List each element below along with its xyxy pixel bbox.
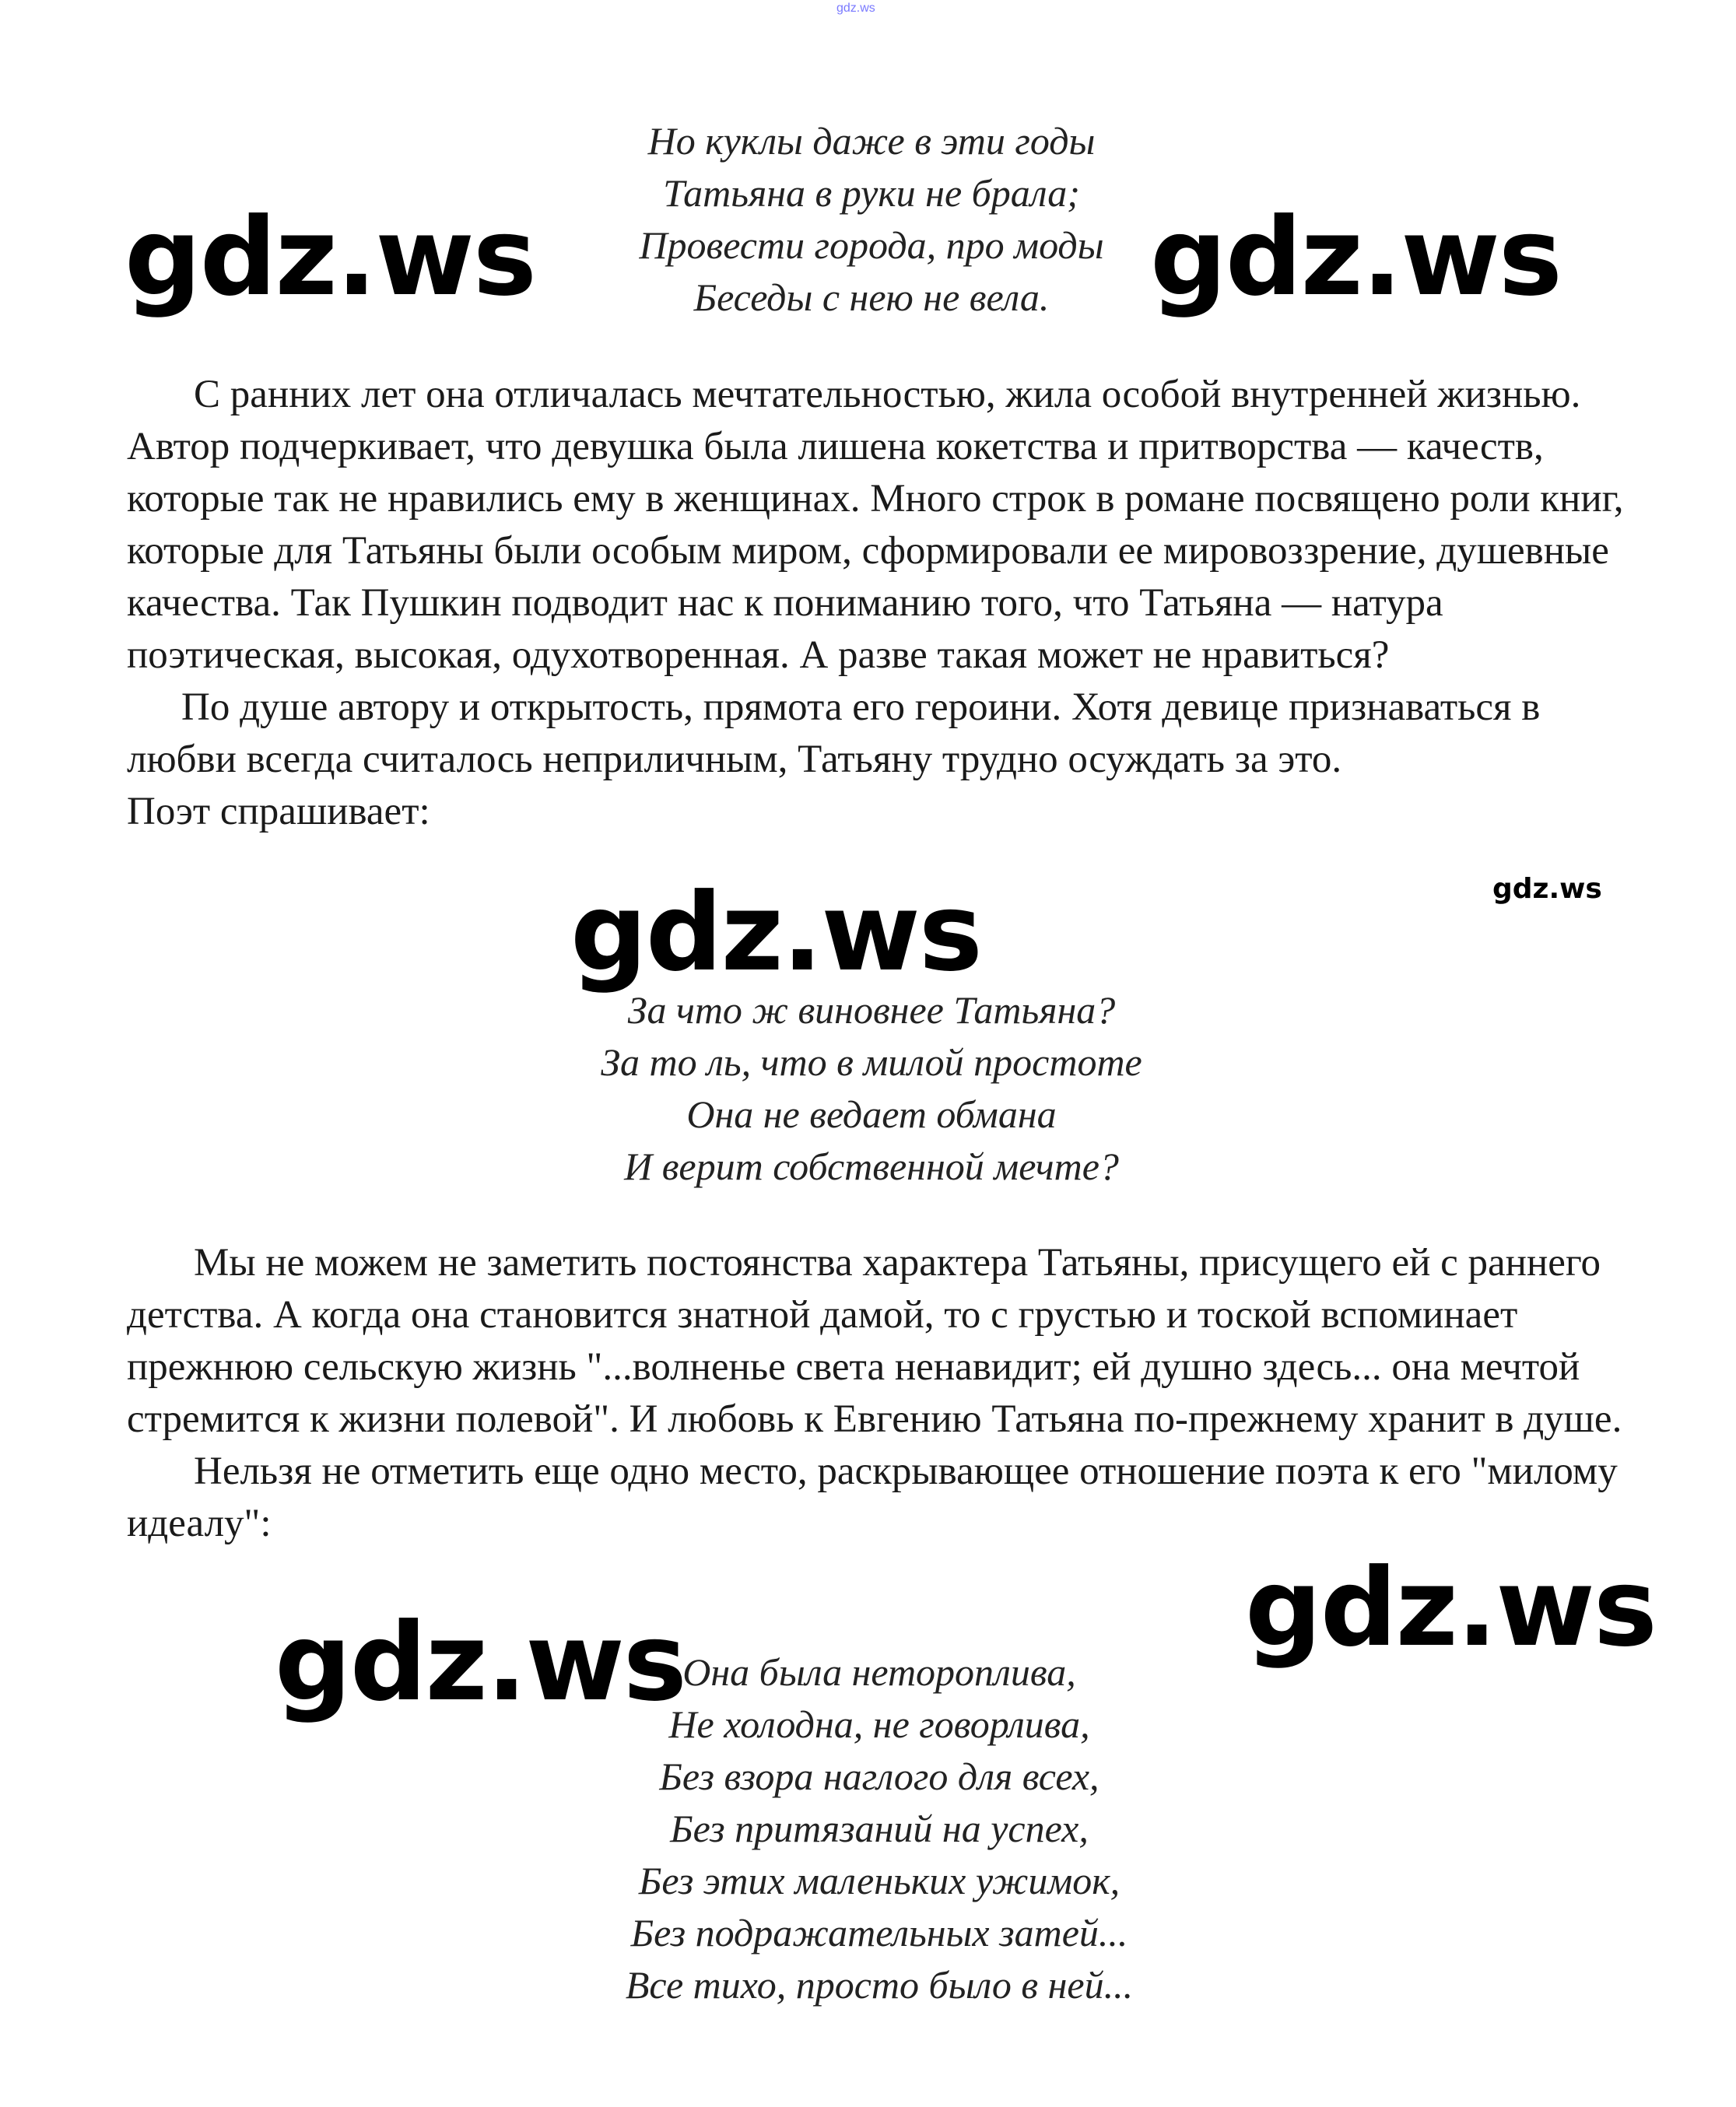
verse-line: За то ль, что в милой простоте xyxy=(601,1040,1142,1084)
verse-line: Без притязаний на успех, xyxy=(670,1807,1089,1850)
paragraph: Поэт спрашивает: xyxy=(127,790,430,833)
prose-block-1 xyxy=(127,369,1652,838)
verse-line: Провести города, про моды xyxy=(639,223,1104,267)
verse-line: Все тихо, просто было в ней... xyxy=(625,1963,1134,2007)
verse-line: За что ж виновнее Татьяна? xyxy=(627,988,1116,1032)
verse-line: Она была нетороплива, xyxy=(682,1650,1076,1694)
paragraph: По душе автору и открытость, прямота его героини. Хотя девице признаваться в любви всегда считалось неприличным, Татьяну трудно осуждать за это. xyxy=(127,685,1541,781)
verse-line: Беседы с нею не вела. xyxy=(693,275,1050,319)
verse-block-1 xyxy=(576,115,1167,324)
verse-line: Без подражательных затей... xyxy=(630,1911,1128,1954)
verse-line: И верит собственной мечте? xyxy=(624,1145,1119,1188)
verse-block-2 xyxy=(529,984,1214,1193)
watermark: gdz.ws xyxy=(570,870,981,995)
watermark: gdz.ws xyxy=(1150,195,1561,320)
verse-line: Без этих маленьких ужимок, xyxy=(638,1859,1121,1902)
prose-block-2 xyxy=(127,1237,1652,1550)
watermark: gdz.ws xyxy=(125,195,535,320)
verse-line: Она не ведает обмана xyxy=(686,1092,1057,1136)
watermark: gdz.ws xyxy=(1245,1545,1656,1671)
verse-line: Без взора наглого для всех, xyxy=(659,1755,1099,1798)
watermark: gdz.ws xyxy=(275,1600,686,1725)
paragraph: Мы не можем не заметить постоянства характера Татьяны, присущего ей с раннего детства. А когда она становится знатной дамой, то с грустью и тоской вспоминает прежнюю сельскую жизнь "...волненье света ненавидит; ей душно здесь... она мечтой стремится к жизни полевой". И любовь к Евгению Татьяна по-прежнему хранит в душе. xyxy=(127,1241,1622,1441)
paragraph: Нельзя не отметить еще одно место, раскрывающее отношение поэта к его "милому идеалу": xyxy=(127,1450,1618,1545)
paragraph: С ранних лет она отличалась мечтательностью, жила особой внутренней жизнью. Автор подчеркивает, что девушка была лишена кокетства и притворства — качеств, которые так не нравились ему в женщинах. Много строк в романе посвящено роли книг, которые для Татьяны были особым миром, сформировали ее мировоззрение, душевные качества. Так Пушкин подводит нас к пониманию того, что Татьяна — натура поэтическая, высокая, одухотворенная. А разве такая может не нравиться? xyxy=(127,373,1624,677)
verse-line: Татьяна в руки не брала; xyxy=(663,171,1080,215)
watermark: gdz.ws xyxy=(1492,873,1602,905)
verse-line: Но куклы даже в эти годы xyxy=(647,119,1096,163)
verse-line: Не холодна, не говорлива, xyxy=(668,1702,1090,1746)
header-mark: gdz.ws xyxy=(836,2,875,15)
